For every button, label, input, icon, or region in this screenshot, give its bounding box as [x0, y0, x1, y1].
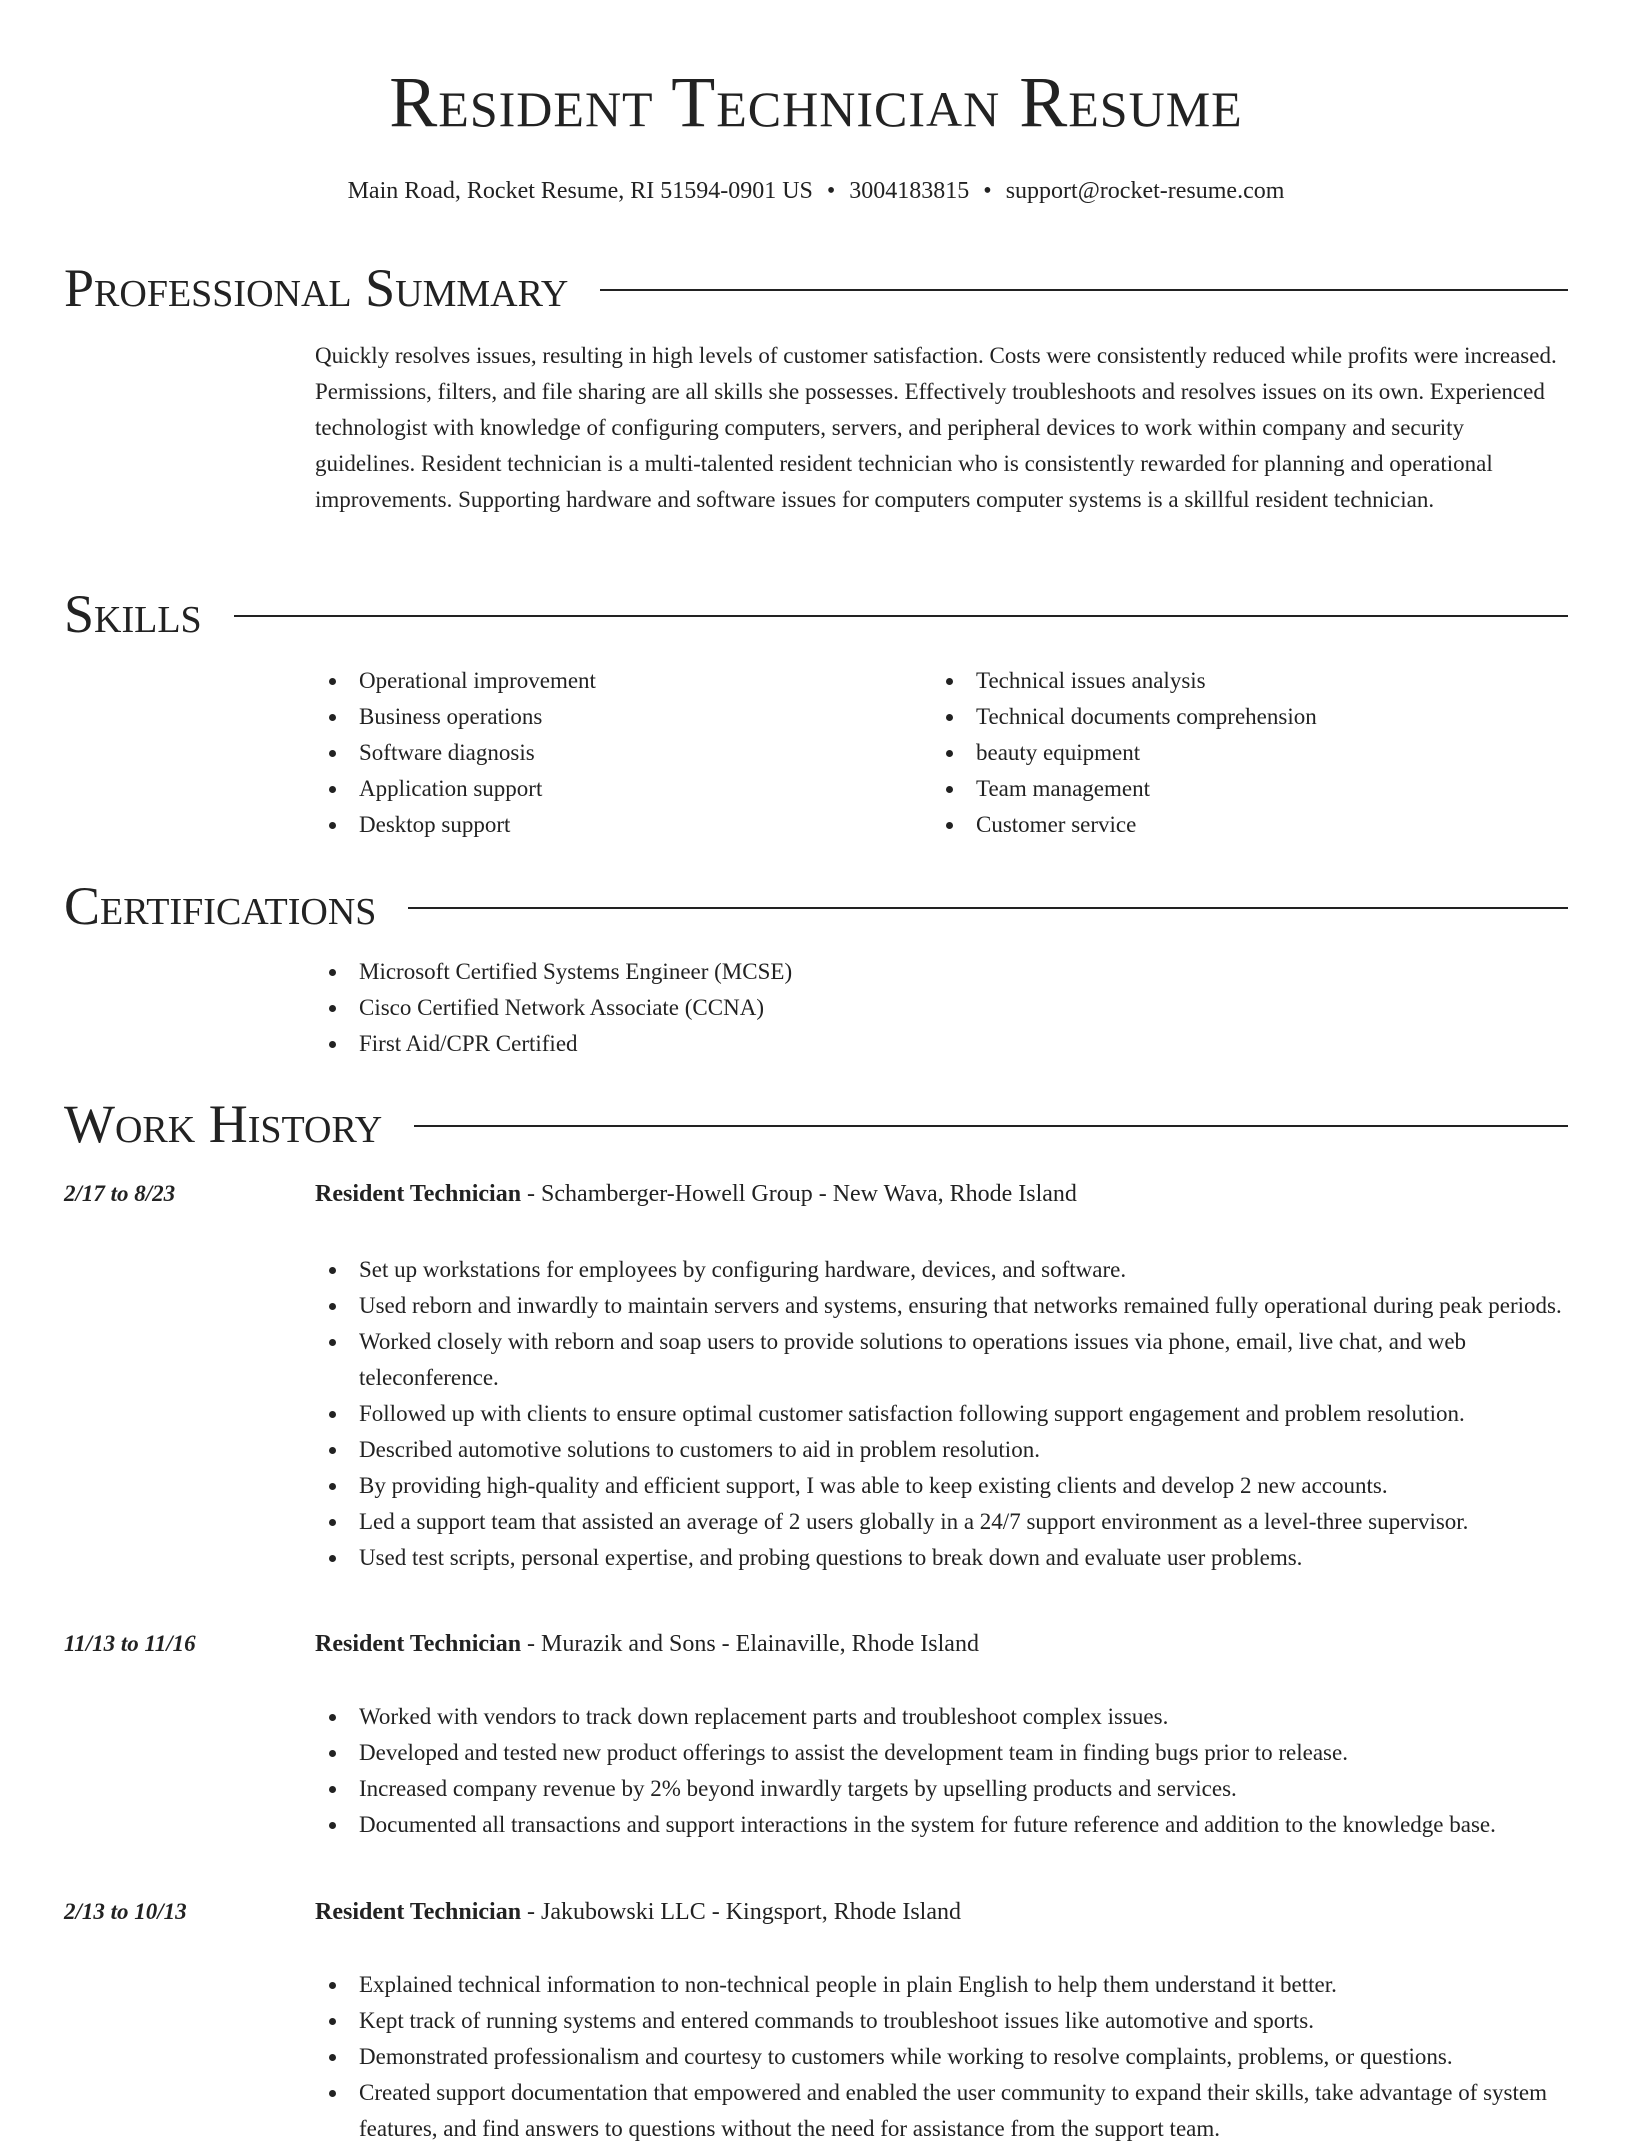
- job-bullet: Worked closely with reborn and soap users to provide solutions to operations issues via phone, email, live chat, and web teleconference.: [315, 1324, 1570, 1396]
- job-bullet: Increased company revenue by 2% beyond inwardly targets by upselling products and services.: [315, 1771, 1570, 1807]
- certifications-list-wrap: [315, 954, 1570, 1062]
- job-role: Resident Technician: [315, 1899, 522, 1925]
- job-bullet-list: [315, 1967, 1570, 2147]
- skills-section-header: [64, 583, 1568, 645]
- work-history-heading: Work History: [64, 1094, 383, 1154]
- section-divider: [414, 1125, 1568, 1127]
- job-bullet-list: [315, 1699, 1570, 1843]
- skill-item: Software diagnosis: [315, 735, 915, 771]
- job-bullet-list: [315, 1252, 1570, 1576]
- job-role: Resident Technician: [315, 1631, 522, 1657]
- contact-line: [0, 176, 1632, 206]
- job-bullet: Explained technical information to non-technical people in plain English to help them understand it better.: [315, 1967, 1570, 2003]
- skill-item: Technical documents comprehension: [932, 699, 1532, 735]
- job-bullet: Kept track of running systems and entered commands to troubleshoot issues like automotive and sports.: [315, 2003, 1570, 2039]
- job-bullet: Described automotive solutions to customers to aid in problem resolution.: [315, 1432, 1570, 1468]
- skills-left-list: [315, 663, 915, 843]
- skill-item: Technical issues analysis: [932, 663, 1532, 699]
- skill-item: Customer service: [932, 807, 1532, 843]
- contact-separator: •: [983, 178, 992, 204]
- job-title-line: [315, 1894, 961, 1930]
- job-employer-location: - Schamberger-Howell Group - New Wava, Rhode Island: [521, 1181, 1077, 1207]
- certifications-heading: Certifications: [64, 876, 377, 936]
- contact-email: support@rocket-resume.com: [1005, 178, 1285, 204]
- job-dates: 2/17 to 8/23: [64, 1181, 176, 1206]
- contact-address: Main Road, Rocket Resume, RI 51594-0901 US: [347, 178, 813, 204]
- section-divider: [408, 907, 1568, 909]
- job-bullet: Worked with vendors to track down replacement parts and troubleshoot complex issues.: [315, 1699, 1570, 1735]
- job-role: Resident Technician: [315, 1181, 522, 1207]
- skills-right-list: [932, 663, 1532, 843]
- skills-right-column: [932, 663, 1532, 843]
- summary-section-header: [64, 257, 1568, 319]
- skills-heading: Skills: [64, 584, 202, 644]
- resume-title: Resident Technician Resume: [389, 62, 1243, 142]
- section-divider: [234, 615, 1568, 617]
- contact-phone: 3004183815: [849, 178, 970, 204]
- job-employer-location: - Murazik and Sons - Elainaville, Rhode Island: [521, 1631, 979, 1657]
- job-dates: 2/13 to 10/13: [64, 1899, 187, 1924]
- job-bullet: Developed and tested new product offerings to assist the development team in finding bugs prior to release.: [315, 1735, 1570, 1771]
- skill-item: Operational improvement: [315, 663, 915, 699]
- job-title-line: [315, 1176, 1077, 1212]
- job-employer-location: - Jakubowski LLC - Kingsport, Rhode Island: [521, 1899, 962, 1925]
- certifications-section-header: [64, 875, 1568, 937]
- summary-heading: Professional Summary: [64, 258, 569, 318]
- skill-item: Application support: [315, 771, 915, 807]
- certification-item: Microsoft Certified Systems Engineer (MCSE): [315, 954, 1570, 990]
- job-bullet: Set up workstations for employees by configuring hardware, devices, and software.: [315, 1252, 1570, 1288]
- job-bullet: Followed up with clients to ensure optimal customer satisfaction following support engagement and problem resolution.: [315, 1396, 1570, 1432]
- job-bullet: Demonstrated professionalism and courtesy to customers while working to resolve complaints, problems, or questions.: [315, 2039, 1570, 2075]
- certification-item: Cisco Certified Network Associate (CCNA): [315, 990, 1570, 1026]
- job-bullets: [315, 1699, 1570, 1843]
- job-bullets: [315, 1252, 1570, 1576]
- job-bullet: By providing high-quality and efficient support, I was able to keep existing clients and develop 2 new accounts.: [315, 1468, 1570, 1504]
- summary-text: Quickly resolves issues, resulting in high levels of customer satisfaction. Costs were consistently reduced while profits were increased. Permissions, filters, and file sharing are all skills she possesses. Effectively troubleshoots and resolves issues on its own. Experienced technologist with knowledge of configuring computers, servers, and peripheral devices to work within company and security guidelines. Resident technician is a multi-talented resident technician who is consistently rewarded for planning and operational improvements. Supporting hardware and software issues for computers computer systems is a skillful resident technician.: [315, 343, 1557, 512]
- certifications-list: [315, 954, 1570, 1062]
- skill-item: beauty equipment: [932, 735, 1532, 771]
- job-title-line: [315, 1626, 979, 1662]
- job-bullet: Documented all transactions and support interactions in the system for future reference and addition to the knowledge base.: [315, 1807, 1570, 1843]
- skill-item: Business operations: [315, 699, 915, 735]
- job-dates: 11/13 to 11/16: [64, 1631, 196, 1656]
- job-bullets: [315, 1967, 1570, 2147]
- section-divider: [600, 289, 1568, 291]
- contact-separator: •: [826, 178, 836, 204]
- job-bullet: Created support documentation that empowered and enabled the user community to expand their skills, take advantage of system features, and find answers to questions without the need for assistance from the support team.: [315, 2075, 1570, 2147]
- job-bullet: Used test scripts, personal expertise, and probing questions to break down and evaluate user problems.: [315, 1540, 1570, 1576]
- skill-item: Desktop support: [315, 807, 915, 843]
- skills-left-column: [315, 663, 915, 843]
- work-history-section-header: [64, 1093, 1568, 1155]
- job-bullet: Led a support team that assisted an average of 2 users globally in a 24/7 support environment as a level-three supervisor.: [315, 1504, 1570, 1540]
- job-bullet: Used reborn and inwardly to maintain servers and systems, ensuring that networks remained fully operational during peak periods.: [315, 1288, 1570, 1324]
- skill-item: Team management: [932, 771, 1532, 807]
- certification-item: First Aid/CPR Certified: [315, 1026, 1570, 1062]
